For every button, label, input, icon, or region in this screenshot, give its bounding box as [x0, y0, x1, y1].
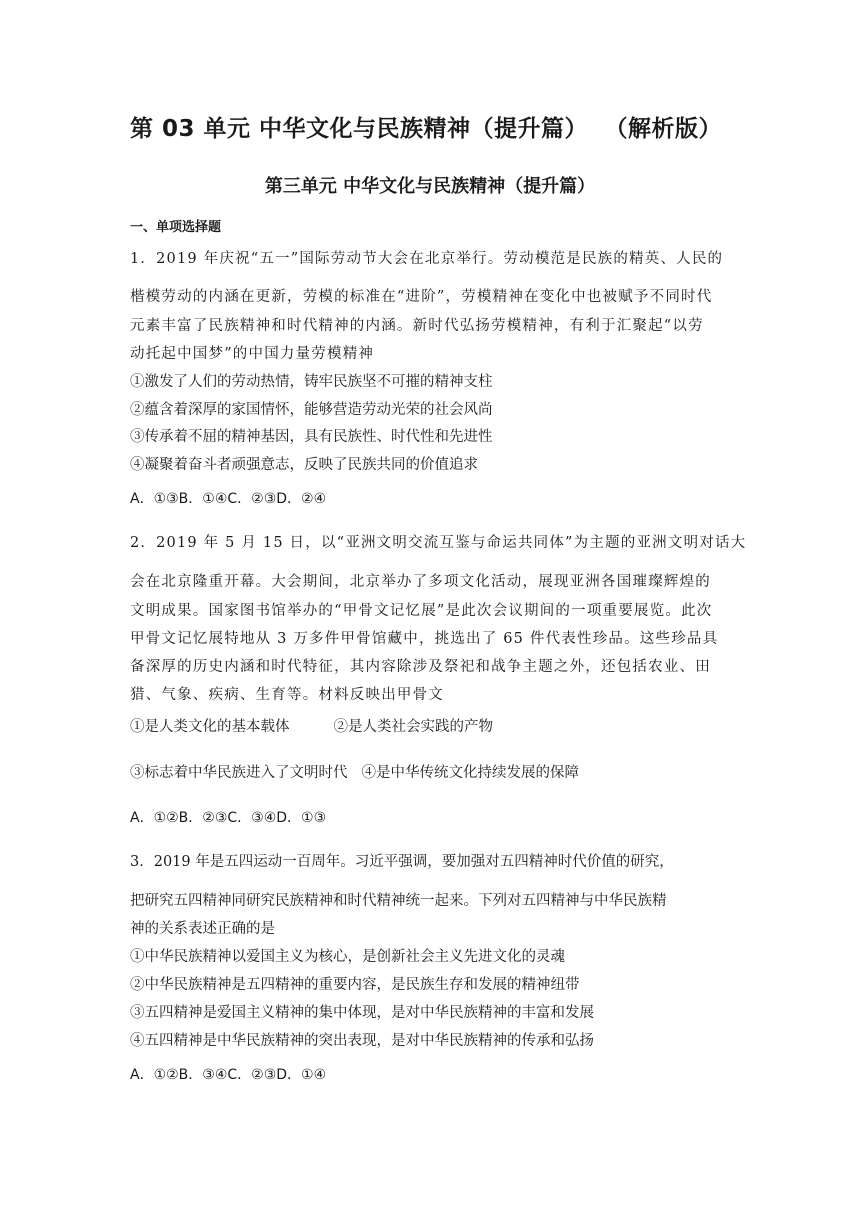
question-3-stem-line: 神的关系表述正确的是: [130, 921, 275, 937]
question-2-stem-line: 会在北京隆重开幕。大会期间，北京举办了多项文化活动，展现亚洲各国璀璨辉煌的: [130, 574, 711, 590]
question-2-stem-line: 文明成果。国家图书馆举办的“甲骨文记忆展”是此次会议期间的一项重要展览。此次: [130, 603, 713, 619]
question-1-option: ②蕴含着深厚的家国情怀，能够营造劳动光荣的社会风尚: [130, 402, 493, 418]
unit-subtitle: 第三单元 中华文化与民族精神（提升篇）: [264, 176, 596, 197]
section-heading: 一、单项选择题: [130, 220, 222, 235]
question-1-option: ①激发了人们的劳动热情，铸牢民族坚不可摧的精神支柱: [130, 374, 493, 390]
question-1-stem-line: 1．2019 年庆祝“五一”国际劳动节大会在北京举行。劳动模范是民族的精英、人民的: [130, 251, 724, 267]
question-2-stem-line: 备深厚的历史内涵和时代特征，其内容除涉及祭祀和战争主题之外，还包括农业、田: [130, 659, 711, 675]
question-1-answer-choices: A．①③B．①④C．②③D．②④: [130, 491, 327, 507]
question-2-option: ④是中华传统文化持续发展的保障: [361, 765, 579, 781]
question-1-stem-line: 元素丰富了民族精神和时代精神的内涵。新时代弘扬劳模精神，有利于汇聚起“以劳: [130, 318, 704, 334]
question-1-stem-line: 动托起中国梦”的中国力量劳模精神: [130, 346, 375, 362]
question-2-stem-line: 甲骨文记忆展特地从 3 万多件甲骨馆藏中，挑选出了 65 件代表性珍品。这些珍品具: [130, 631, 719, 647]
question-2-options-row-1: [130, 716, 730, 738]
question-3-option: ④五四精神是中华民族精神的突出表现，是对中华民族精神的传承和弘扬: [130, 1033, 594, 1049]
question-2-stem-line: 猎、气象、疾病、生育等。材料反映出甲骨文: [130, 687, 444, 703]
question-1-option: ④凝聚着奋斗者顽强意志，反映了民族共同的价值追求: [130, 457, 478, 473]
question-2-option: ②是人类社会实践的产物: [333, 719, 493, 735]
question-3-option: ②中华民族精神是五四精神的重要内容，是民族生存和发展的精神纽带: [130, 977, 580, 993]
document-title-main: 第 03 单元 中华文化与民族精神（提升篇）: [130, 116, 589, 142]
question-2-option: ③标志着中华民族进入了文明时代: [130, 765, 348, 781]
document-title: [130, 113, 750, 145]
document-title-edition: （解析版）: [616, 116, 723, 142]
question-2-options-row-2: [130, 762, 730, 784]
question-3-stem-line: 3．2019 年是五四运动一百周年。习近平强调，要加强对五四精神时代价值的研究，: [130, 854, 674, 870]
question-3-option: ③五四精神是爱国主义精神的集中体现，是对中华民族精神的丰富和发展: [130, 1005, 594, 1021]
question-3-option: ①中华民族精神以爱国主义为核心，是创新社会主义先进文化的灵魂: [130, 949, 565, 965]
question-2-stem-line: 2．2019 年 5 月 15 日，以“亚洲文明交流互鉴与命运共同体”为主题的亚洲文明对话大: [130, 535, 747, 551]
question-2-answer-choices: A．①②B．②③C．③④D．①③: [130, 810, 327, 826]
question-1-option: ③传承着不屈的精神基因，具有民族性、时代性和先进性: [130, 429, 493, 445]
question-1-stem-line: 楷模劳动的内涵在更新，劳模的标准在“进阶”，劳模精神在变化中也被赋予不同时代: [130, 289, 713, 305]
question-3-answer-choices: A．①②B．③④C．②③D．①④: [130, 1067, 327, 1083]
question-2-option: ①是人类文化的基本载体: [130, 719, 290, 735]
question-3-stem-line: 把研究五四精神同研究民族精神和时代精神统一起来。下列对五四精神与中华民族精: [130, 893, 667, 909]
